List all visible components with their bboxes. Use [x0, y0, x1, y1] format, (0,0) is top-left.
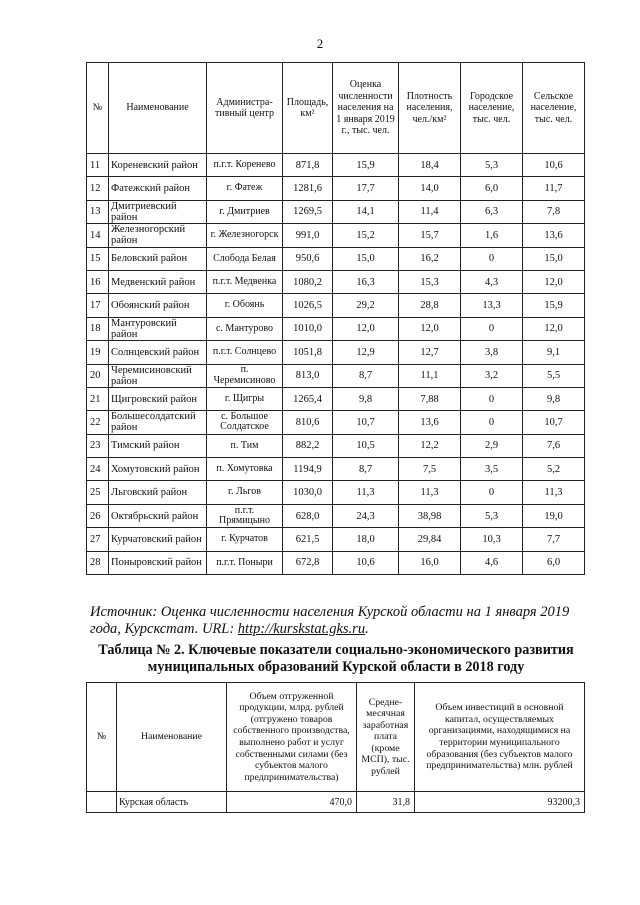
cell-name: Черемисиновский район	[109, 364, 207, 387]
cell-num: 23	[87, 434, 109, 457]
cell-population: 8,7	[333, 458, 399, 481]
cell-rural: 11,3	[523, 481, 585, 504]
cell-urban: 4,6	[461, 551, 523, 574]
cell-area: 1051,8	[283, 341, 333, 364]
cell-density: 15,7	[399, 224, 461, 247]
cell-admin-center: п. Хомутовка	[207, 458, 283, 481]
cell-num: 14	[87, 224, 109, 247]
table-row	[87, 224, 585, 247]
header-investment: Объем инвестиций в основной капитал, осуществляемых организациями, находящимися на территории муниципального образования (без субъектов малого предпринимательства) млн. рублей	[415, 683, 585, 792]
table-row	[87, 458, 585, 481]
cell-population: 15,2	[333, 224, 399, 247]
cell-name: Курская область	[117, 792, 227, 813]
table-row	[87, 551, 585, 574]
cell-num: 15	[87, 247, 109, 270]
header-population: Оценка численности населения на 1 января 2019 г., тыс. чел.	[333, 63, 399, 154]
header-density: Плотность населения, чел./км²	[399, 63, 461, 154]
indicators-table-body	[87, 792, 585, 813]
cell-population: 24,3	[333, 504, 399, 527]
cell-urban: 13,3	[461, 294, 523, 317]
cell-rural: 11,7	[523, 177, 585, 200]
cell-population: 16,3	[333, 270, 399, 293]
table-row	[87, 411, 585, 434]
cell-name: Фатежский район	[109, 177, 207, 200]
table-row	[87, 270, 585, 293]
table-row	[87, 481, 585, 504]
cell-density: 13,6	[399, 411, 461, 434]
cell-num: 18	[87, 317, 109, 340]
cell-rural: 9,8	[523, 387, 585, 410]
cell-rural: 7,7	[523, 528, 585, 551]
header-name: Наименование	[109, 63, 207, 154]
cell-num: 13	[87, 200, 109, 223]
cell-density: 7,5	[399, 458, 461, 481]
cell-area: 628,0	[283, 504, 333, 527]
cell-population: 12,9	[333, 341, 399, 364]
cell-population: 17,7	[333, 177, 399, 200]
cell-admin-center: г. Железногорск	[207, 224, 283, 247]
cell-rural: 9,1	[523, 341, 585, 364]
cell-density: 11,3	[399, 481, 461, 504]
cell-rural: 10,6	[523, 154, 585, 177]
cell-population: 14,1	[333, 200, 399, 223]
cell-population: 9,8	[333, 387, 399, 410]
cell-admin-center: г. Щигры	[207, 387, 283, 410]
cell-num: 21	[87, 387, 109, 410]
cell-name: Мантуровский район	[109, 317, 207, 340]
cell-rural: 15,9	[523, 294, 585, 317]
header-num: №	[87, 63, 109, 154]
cell-num	[87, 792, 117, 813]
cell-area: 882,2	[283, 434, 333, 457]
cell-area: 1080,2	[283, 270, 333, 293]
cell-urban: 4,3	[461, 270, 523, 293]
cell-area: 950,6	[283, 247, 333, 270]
cell-num: 24	[87, 458, 109, 481]
cell-population: 11,3	[333, 481, 399, 504]
cell-density: 11,4	[399, 200, 461, 223]
cell-area: 1030,0	[283, 481, 333, 504]
cell-population: 8,7	[333, 364, 399, 387]
cell-rural: 6,0	[523, 551, 585, 574]
cell-urban: 0	[461, 387, 523, 410]
cell-rural: 13,6	[523, 224, 585, 247]
districts-table	[86, 62, 585, 575]
cell-urban: 0	[461, 411, 523, 434]
table-row	[87, 294, 585, 317]
cell-admin-center: п. Черемисиново	[207, 364, 283, 387]
cell-name: Солнцевский район	[109, 341, 207, 364]
cell-admin-center: с. Мантурово	[207, 317, 283, 340]
cell-density: 12,0	[399, 317, 461, 340]
cell-urban: 3,5	[461, 458, 523, 481]
table-header-row	[87, 683, 585, 792]
cell-population: 10,6	[333, 551, 399, 574]
header-num: №	[87, 683, 117, 792]
header-admin-center: Администра-тивный центр	[207, 63, 283, 154]
header-area: Площадь, км²	[283, 63, 333, 154]
cell-admin-center: п.г.т. Коренево	[207, 154, 283, 177]
cell-name: Дмитриевский район	[109, 200, 207, 223]
cell-area: 1269,5	[283, 200, 333, 223]
cell-area: 621,5	[283, 528, 333, 551]
cell-name: Беловский район	[109, 247, 207, 270]
cell-area: 1010,0	[283, 317, 333, 340]
table-row	[87, 504, 585, 527]
cell-admin-center: г. Курчатов	[207, 528, 283, 551]
cell-admin-center: г. Льгов	[207, 481, 283, 504]
cell-admin-center: г. Дмитриев	[207, 200, 283, 223]
cell-num: 22	[87, 411, 109, 434]
cell-num: 20	[87, 364, 109, 387]
cell-density: 38,98	[399, 504, 461, 527]
cell-urban: 3,2	[461, 364, 523, 387]
cell-population: 10,5	[333, 434, 399, 457]
cell-area: 1265,4	[283, 387, 333, 410]
cell-num: 11	[87, 154, 109, 177]
cell-rural: 5,2	[523, 458, 585, 481]
cell-rural: 5,5	[523, 364, 585, 387]
cell-area: 991,0	[283, 224, 333, 247]
cell-num: 19	[87, 341, 109, 364]
cell-density: 14,0	[399, 177, 461, 200]
cell-investment: 93200,3	[415, 792, 585, 813]
cell-density: 18,4	[399, 154, 461, 177]
cell-urban: 3,8	[461, 341, 523, 364]
header-rural: Сельское население, тыс. чел.	[523, 63, 585, 154]
cell-density: 15,3	[399, 270, 461, 293]
header-urban: Городское население, тыс. чел.	[461, 63, 523, 154]
cell-num: 17	[87, 294, 109, 317]
page-number: 2	[316, 36, 324, 51]
cell-area: 813,0	[283, 364, 333, 387]
cell-name: Поныровский район	[109, 551, 207, 574]
cell-density: 16,0	[399, 551, 461, 574]
cell-name: Обоянский район	[109, 294, 207, 317]
cell-name: Щигровский район	[109, 387, 207, 410]
cell-urban: 0	[461, 317, 523, 340]
cell-density: 29,84	[399, 528, 461, 551]
cell-shipped-products: 470,0	[227, 792, 357, 813]
header-shipped-products: Объем отгруженной продукции, млрд. рублей (отгружено товаров собственного производства, выполнено работ и услуг собственными силами (без субъектов малого предпринимательства)	[227, 683, 357, 792]
source-text: Источник: Оценка численности населения Курской области на 1 января 2019 года, Курскстат. URL:	[90, 604, 570, 637]
table2-title: Таблица № 2. Ключевые показатели социально-экономического развития муниципальных образований Курской области в 2018 году	[98, 642, 574, 675]
indicators-table	[86, 682, 585, 813]
cell-rural: 19,0	[523, 504, 585, 527]
cell-area: 1281,6	[283, 177, 333, 200]
cell-urban: 5,3	[461, 154, 523, 177]
table-row	[87, 434, 585, 457]
cell-admin-center: с. Большое Солдатское	[207, 411, 283, 434]
table-row	[87, 387, 585, 410]
cell-admin-center: п.г.т. Поныри	[207, 551, 283, 574]
cell-num: 12	[87, 177, 109, 200]
cell-urban: 2,9	[461, 434, 523, 457]
table-row	[87, 177, 585, 200]
cell-name: Кореневский район	[109, 154, 207, 177]
cell-urban: 0	[461, 247, 523, 270]
cell-urban: 6,3	[461, 200, 523, 223]
table-row	[87, 317, 585, 340]
cell-num: 16	[87, 270, 109, 293]
cell-name: Тимский район	[109, 434, 207, 457]
header-name: Наименование	[117, 683, 227, 792]
cell-admin-center: п.г.т. Солнцево	[207, 341, 283, 364]
header-avg-salary: Средне-месячная заработная плата (кроме МСП), тыс. рублей	[357, 683, 415, 792]
cell-urban: 0	[461, 481, 523, 504]
cell-name: Октябрьский район	[109, 504, 207, 527]
table-row	[87, 154, 585, 177]
cell-name: Курчатовский район	[109, 528, 207, 551]
cell-density: 16,2	[399, 247, 461, 270]
cell-urban: 10,3	[461, 528, 523, 551]
cell-density: 12,7	[399, 341, 461, 364]
cell-population: 18,0	[333, 528, 399, 551]
cell-num: 28	[87, 551, 109, 574]
cell-name: Железногорский район	[109, 224, 207, 247]
cell-name: Медвенский район	[109, 270, 207, 293]
cell-admin-center: г. Фатеж	[207, 177, 283, 200]
cell-population: 15,0	[333, 247, 399, 270]
cell-admin-center: п.г.т. Медвенка	[207, 270, 283, 293]
cell-population: 15,9	[333, 154, 399, 177]
cell-admin-center: п. Тим	[207, 434, 283, 457]
cell-num: 26	[87, 504, 109, 527]
cell-area: 1194,9	[283, 458, 333, 481]
cell-name: Большесолдатский район	[109, 411, 207, 434]
cell-density: 12,2	[399, 434, 461, 457]
source-link[interactable]: http://kurskstat.gks.ru	[237, 621, 366, 637]
cell-density: 28,8	[399, 294, 461, 317]
cell-urban: 1,6	[461, 224, 523, 247]
table-row	[87, 792, 585, 813]
table-row	[87, 528, 585, 551]
cell-admin-center: п.г.т. Прямицыно	[207, 504, 283, 527]
districts-table-body	[87, 154, 585, 575]
cell-rural: 12,0	[523, 270, 585, 293]
cell-rural: 12,0	[523, 317, 585, 340]
cell-rural: 15,0	[523, 247, 585, 270]
cell-urban: 5,3	[461, 504, 523, 527]
cell-area: 1026,5	[283, 294, 333, 317]
cell-area: 810,6	[283, 411, 333, 434]
cell-population: 29,2	[333, 294, 399, 317]
cell-name: Хомутовский район	[109, 458, 207, 481]
cell-avg-salary: 31,8	[357, 792, 415, 813]
source-end: .	[365, 621, 369, 637]
cell-population: 12,0	[333, 317, 399, 340]
cell-rural: 7,6	[523, 434, 585, 457]
table-row	[87, 364, 585, 387]
cell-urban: 6,0	[461, 177, 523, 200]
cell-num: 27	[87, 528, 109, 551]
table-row	[87, 247, 585, 270]
table-header-row	[87, 63, 585, 154]
cell-num: 25	[87, 481, 109, 504]
cell-name: Льговский район	[109, 481, 207, 504]
cell-rural: 10,7	[523, 411, 585, 434]
cell-density: 7,88	[399, 387, 461, 410]
cell-population: 10,7	[333, 411, 399, 434]
cell-admin-center: Слобода Белая	[207, 247, 283, 270]
cell-admin-center: г. Обоянь	[207, 294, 283, 317]
source-note	[90, 604, 590, 638]
table-row	[87, 341, 585, 364]
cell-density: 11,1	[399, 364, 461, 387]
cell-area: 871,8	[283, 154, 333, 177]
cell-rural: 7,8	[523, 200, 585, 223]
table-row	[87, 200, 585, 223]
cell-area: 672,8	[283, 551, 333, 574]
